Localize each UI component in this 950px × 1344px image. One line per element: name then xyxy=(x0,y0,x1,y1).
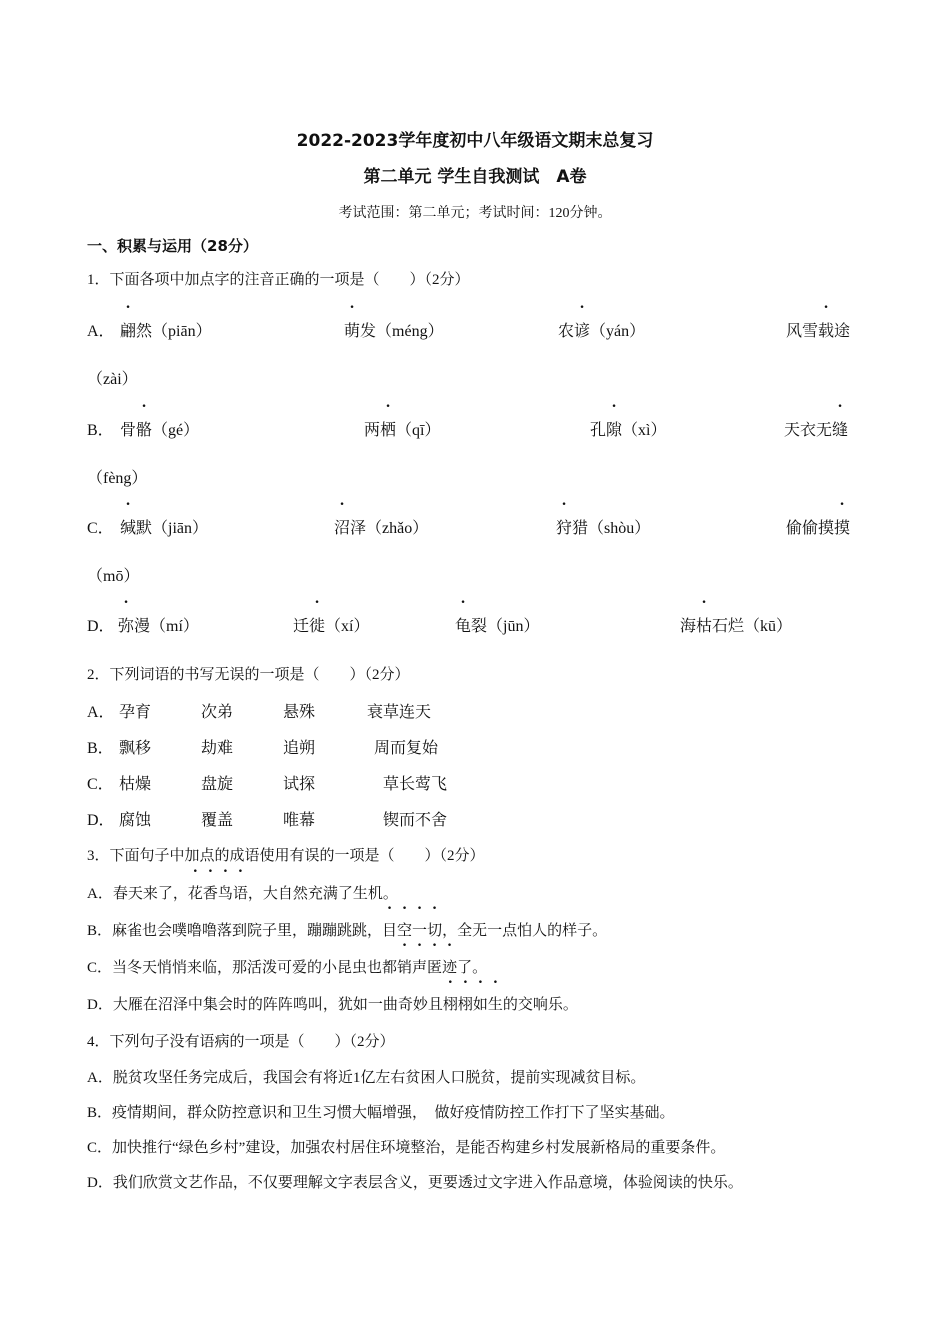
emphasis-dot-char: 香 xyxy=(202,886,218,902)
emphasis-dot-char: 栩 xyxy=(442,997,458,1013)
q1-b-word-3: 孔隙（xì） xyxy=(590,417,666,440)
emphasis-dot-char: 龟 xyxy=(455,618,472,635)
exam-subtitle: 第二单元 学生自我测试 A卷 xyxy=(363,167,587,187)
q1-c-word-1: 缄默（jiān） xyxy=(120,515,208,538)
q1-b-word-1: 骨骼（gé） xyxy=(120,417,199,440)
emphasis-dot-char: 沼 xyxy=(334,520,351,537)
q1-option-b-label: B． xyxy=(87,422,114,439)
emphasis-dot-char xyxy=(188,886,248,902)
q1-b-word-2: 两栖（qī） xyxy=(364,417,440,440)
q2-option-a: A． 孕育 次弟 悬殊 衰草连天 xyxy=(87,704,432,721)
emphasis-dot-char: 空 xyxy=(397,923,413,939)
q3-option-b: B．麻雀也会噗噜噜落到院子里，蹦蹦跳跳，目空一切，全无一点怕人的样子。 xyxy=(87,919,607,940)
emphasis-dot-char: 栩 xyxy=(457,997,473,1013)
q1-a-word-4: 风雪载途 xyxy=(786,318,850,341)
q1-d-word-2: 迁徙（xí） xyxy=(293,613,369,636)
q1-a-word-1: 翩然（piān） xyxy=(120,318,212,341)
q1-a-tail: （zài） xyxy=(87,371,138,388)
q1-a-word-3: 农谚（yán） xyxy=(558,318,645,341)
q3-option-a: A．春天来了，花香鸟语，大自然充满了生机。 xyxy=(87,882,398,903)
q1-option-a-label: A． xyxy=(87,323,115,340)
emphasis-dot-char: 鸟 xyxy=(217,886,233,902)
q1-d-word-3: 龟裂（jūn） xyxy=(455,613,539,636)
q1-c-word-3: 狩猎（shòu） xyxy=(556,515,650,538)
q2-option-b: B． 飘移 劫难 追朔 周而复始 xyxy=(87,740,439,757)
q2-option-d: D． 腐蚀 覆盖 唯幕 锲而不舍 xyxy=(87,812,448,829)
q4-option-b: B．疫情期间，群众防控意识和卫生习惯大幅增强， 做好疫情防控工作打下了坚实基础。 xyxy=(87,1105,675,1121)
q1-c-word-2: 沼泽（zhǎo） xyxy=(334,515,428,538)
question-2-stem: 2．下列词语的书写无误的一项是（ ）（2分） xyxy=(87,667,410,683)
emphasis-dot-char: 狩 xyxy=(556,520,573,537)
q1-c-tail: （mō） xyxy=(87,568,140,585)
q1-option-d-label: D． xyxy=(87,618,115,635)
emphasis-dot-char: 一 xyxy=(412,923,428,939)
emphasis-dot-char: 徙 xyxy=(309,618,326,635)
q4-option-d: D．我们欣赏文艺作品，不仅要理解文字表层含义，更要透过文字进入作品意境，体验阅读的快乐。 xyxy=(87,1175,743,1191)
emphasis-dot-char: 载 xyxy=(818,323,835,340)
q2-option-c: C． 枯燥 盘旋 试探 草长莺飞 xyxy=(87,776,448,793)
q4-option-a: A．脱贫攻坚任务完成后，我国会有将近1亿左右贫困人口脱贫，提前实现减贫目标。 xyxy=(87,1070,646,1086)
emphasis-dot-char xyxy=(443,997,503,1013)
emphasis-dot-char: 生 xyxy=(487,997,503,1013)
emphasis-dot-char: 摸 xyxy=(834,520,851,537)
emphasis-dot-char: 声 xyxy=(412,960,428,976)
q1-c-word-4: 偷偷摸摸 xyxy=(786,515,850,538)
emphasis-dot-char: 花 xyxy=(187,886,203,902)
section-heading: 一、积累与运用（28分） xyxy=(87,237,258,255)
emphasis-dot-char: 枯 xyxy=(696,618,713,635)
q1-b-tail: （fèng） xyxy=(87,470,148,487)
emphasis-dot-char: 弥 xyxy=(118,618,135,635)
emphasis-dot-char: 栖 xyxy=(380,422,397,439)
emphasis-dot-char: 销 xyxy=(397,960,413,976)
emphasis-dot-char: 翩 xyxy=(120,323,137,340)
emphasis-dot-char: 如 xyxy=(472,997,488,1013)
exam-scope: 考试范围：第二单元；考试时间：120分钟。 xyxy=(338,206,612,221)
exam-title: 2022-2023学年度初中八年级语文期末总复习 xyxy=(296,131,654,151)
q1-b-word-4: 天衣无缝 xyxy=(784,417,848,440)
emphasis-dot-char: 缝 xyxy=(832,422,849,439)
q4-option-c: C．加快推行“绿色乡村”建设，加强农村居住环境整治，是能否构建乡村发展新格局的重要条件。 xyxy=(87,1140,726,1156)
q1-a-word-2: 萌发（méng） xyxy=(344,318,444,341)
q1-d-word-1: 弥漫（mí） xyxy=(118,613,199,636)
emphasis-dot-char: 切 xyxy=(427,923,443,939)
q3-option-d: D．大雁在沼泽中集会时的阵阵鸣叫，犹如一曲奇妙且栩栩如生的交响乐。 xyxy=(87,993,578,1014)
question-3-stem: 3．下面句子中加点的成语使用有误的一项是（ ）（2分） xyxy=(87,848,485,864)
question-4-stem: 4．下列句子没有语病的一项是（ ）（2分） xyxy=(87,1034,395,1050)
q3-option-c: C．当冬天悄悄来临，那活泼可爱的小昆虫也都销声匿迹了。 xyxy=(87,956,487,977)
emphasis-dot-char: 缄 xyxy=(120,520,137,537)
emphasis-dot-char: 隙 xyxy=(606,422,623,439)
emphasis-dot-char: 骼 xyxy=(136,422,153,439)
emphasis-dot-char: 匿 xyxy=(427,960,443,976)
emphasis-dot-char: 萌 xyxy=(344,323,361,340)
q1-d-word-4: 海枯石烂（kū） xyxy=(680,613,792,636)
emphasis-dot-char: 语 xyxy=(232,886,248,902)
emphasis-dot-char: 目 xyxy=(382,923,398,939)
emphasis-dot-char: 迹 xyxy=(442,960,458,976)
question-1-stem: 1．下面各项中加点字的注音正确的一项是（ ）（2分） xyxy=(87,272,470,288)
q1-option-c-label: C． xyxy=(87,520,114,537)
emphasis-dot-char: 谚 xyxy=(574,323,591,340)
